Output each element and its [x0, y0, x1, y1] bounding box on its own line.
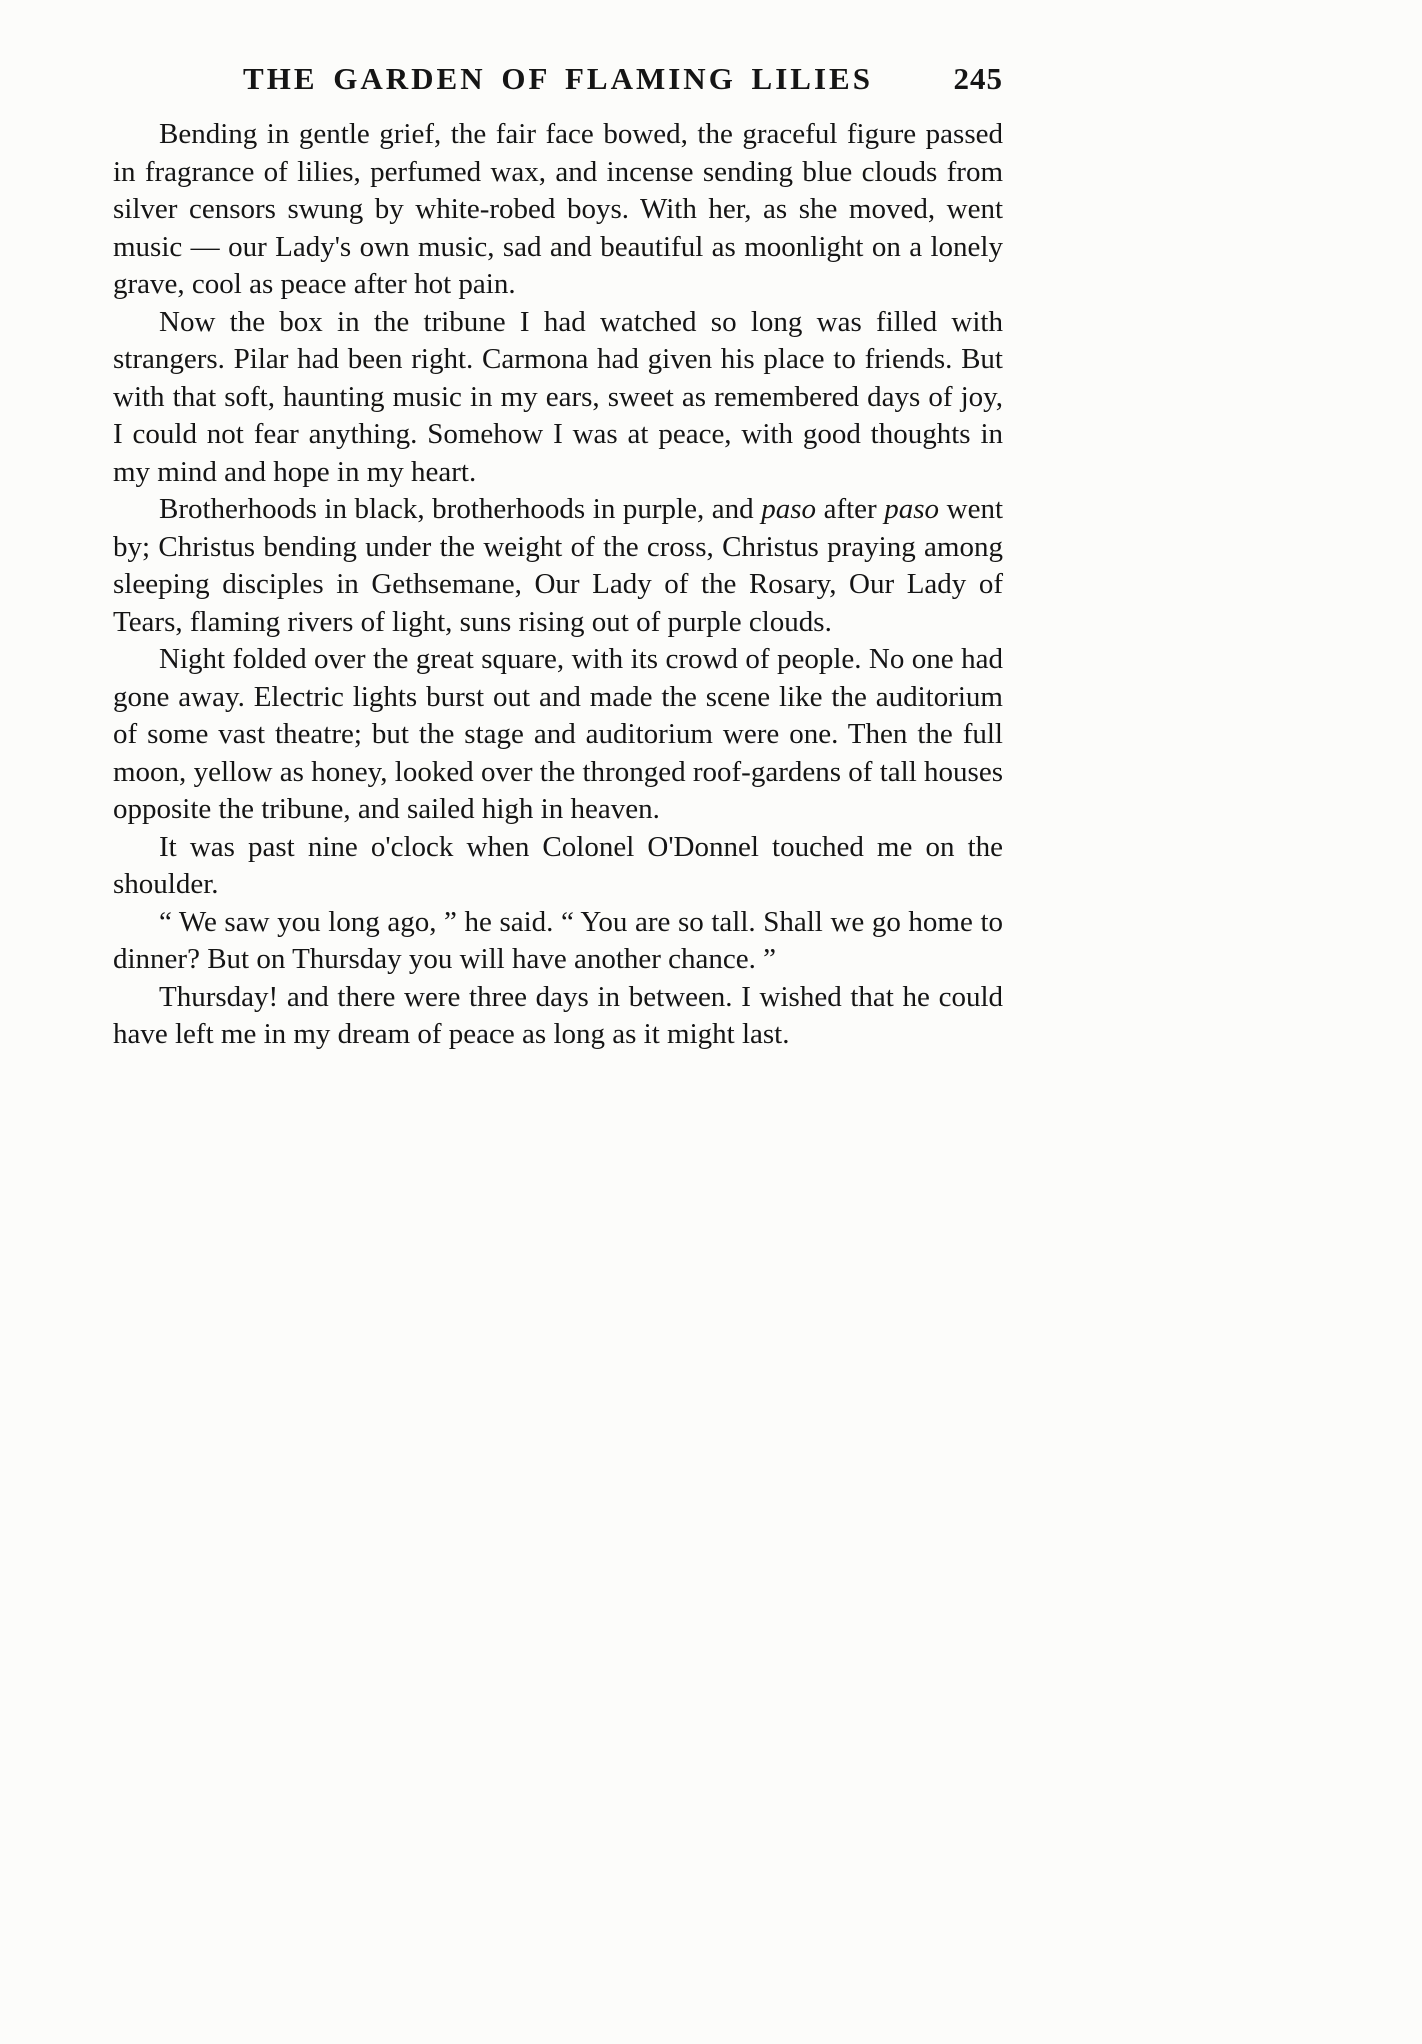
paragraph	[113, 829, 1003, 904]
italic-text: paso	[884, 493, 940, 525]
text-run: went by; Christus bending under the weight of the cross, Christus praying among sleeping disciples in Gethsemane, Our Lady of the Rosary, Our Lady of Tears, flaming rivers of light, suns rising out of purple clouds.	[113, 493, 1003, 638]
text-run: It was past nine o'clock when Colonel O'Donnel touched me on the shoulder.	[113, 830, 1003, 900]
text-run: Brotherhoods in black, brotherhoods in purple, and	[159, 493, 762, 525]
page-header	[113, 60, 1003, 102]
paragraph	[113, 641, 1003, 829]
paragraph	[113, 304, 1003, 492]
running-title: THE GARDEN OF FLAMING LILIES	[243, 61, 873, 96]
text-run: Night folded over the great square, with its crowd of people. No one had gone away. Electric lights burst out and made the scene like the auditorium of some vast theatre; but the stage and auditorium were one. Then the full moon, yellow as honey, looked over the thronged roof-gardens of tall houses opposite the tribune, and sailed high in heaven.	[113, 643, 1003, 825]
paragraph	[113, 904, 1003, 979]
italic-text: paso	[761, 493, 817, 525]
page-number: 245	[953, 61, 1003, 96]
paragraph	[113, 116, 1003, 304]
paragraph	[113, 491, 1003, 641]
text-run: Now the box in the tribune I had watched so long was filled with strangers. Pilar had been right. Carmona had given his place to friends. But with that soft, haunting music in my ears, sweet as remembered days of joy, I could not fear anything. Somehow I was at peace, with good thoughts in my mind and hope in my heart.	[113, 305, 1003, 488]
text-run: Thursday! and there were three days in between. I wished that he could have left me in my dream of peace as long as it might last.	[113, 980, 1003, 1050]
text-run: “ We saw you long ago, ” he said. “ You are so tall. Shall we go home to dinner? But on Thursday you will have another chance. ”	[113, 905, 1003, 975]
paragraph	[113, 979, 1003, 1054]
text-run: Bending in gentle grief, the fair face bowed, the graceful figure passed in fragrance of lilies, perfumed wax, and incense sending blue clouds from silver censors swung by white-robed boys. With her, as she moved, went music — our Lady's own music, sad and beautiful as moonlight on a lonely grave, cool as peace after hot pain.	[113, 118, 1003, 300]
text-column	[113, 60, 1003, 1054]
text-run: after	[816, 493, 885, 525]
page-body	[113, 116, 1003, 1054]
